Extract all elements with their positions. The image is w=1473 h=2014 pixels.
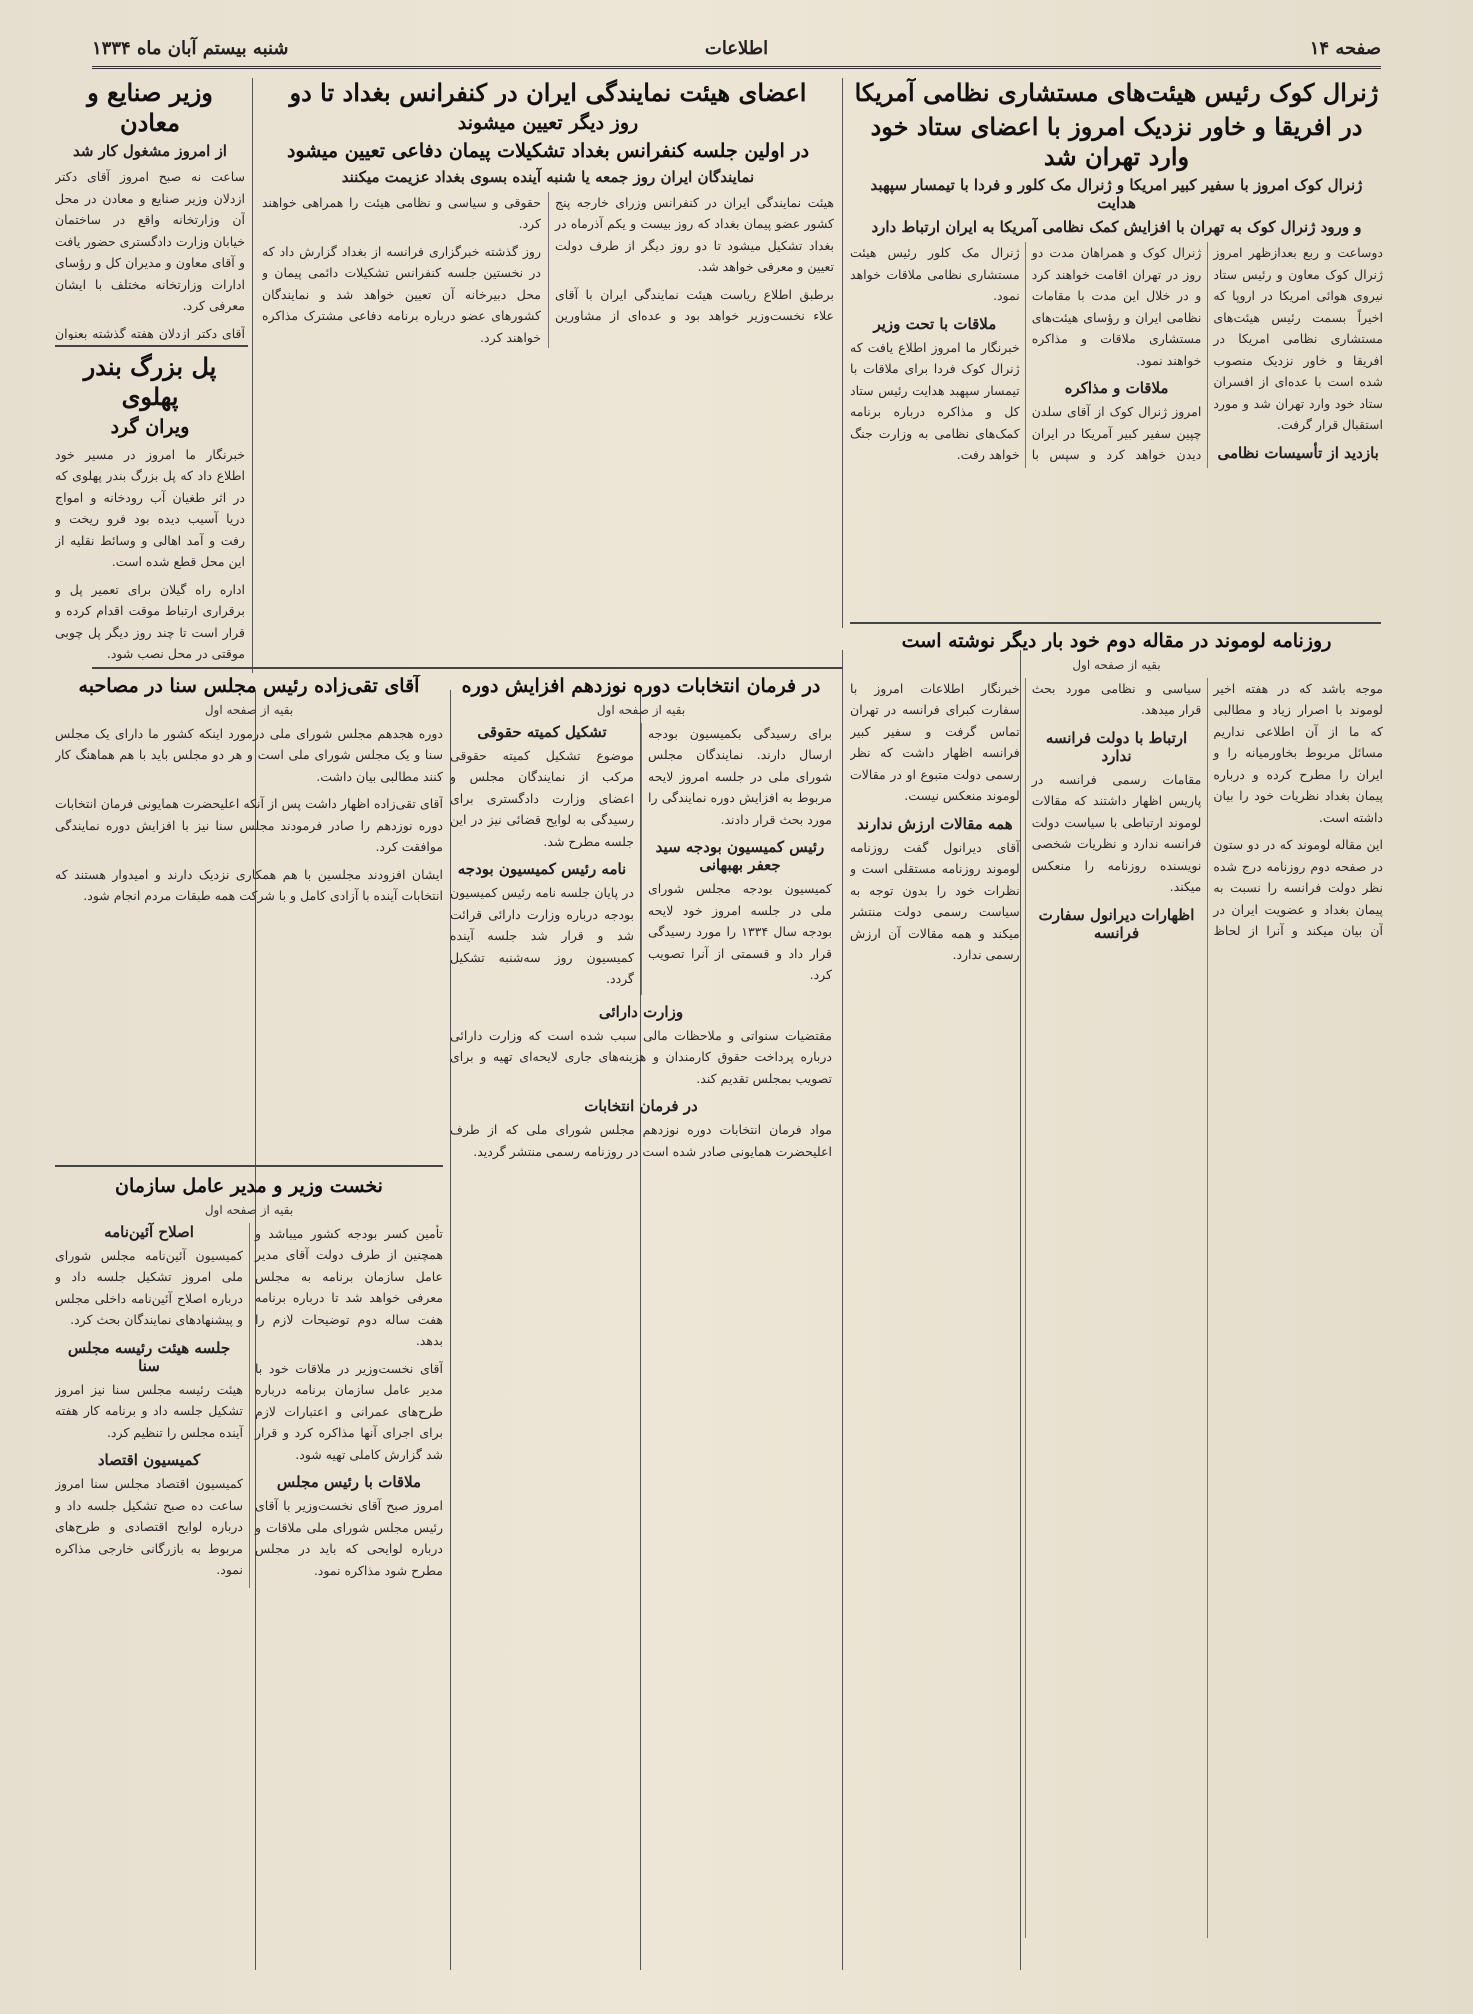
subheading: ملاقات با رئیس مجلس [276, 1473, 422, 1492]
subheadline: و ورود ژنرال کوک به تهران با افزایش کمک نظامی آمریکا به ایران ارتباط دارد [871, 218, 1362, 236]
headline: اعضای هیئت نمایندگی ایران در کنفرانس بغداد تا دو [289, 78, 807, 107]
headline: وزیر صنایع و معادن [87, 78, 213, 137]
continued-note: بقیه از صفحه اول [1072, 657, 1161, 672]
article-body: ساعت نه صبح امروز آقای دکتر ازدلان وزیر صنایع و معادن در محل آن وزارتخانه واقع در ساختمان خیابان وزارت دادگستری حضور یافت و آقای معاون و مدیران کل و رؤسای ادارات وزارتخانه مختلف با ایشان معرفی کرد. [55, 169, 245, 313]
section-rule [55, 345, 248, 347]
article-body: خبرنگار ما امروز اطلاع یافت که ژنرال کوک فردا برای ملاقات با تیمسار سپهبد هدایت رئیس ستاد کل و مذاکره درباره برنامه کمک‌های نظامی به وزارت جنگ خواهد رفت. [850, 339, 1020, 462]
article-taghizadeh [55, 675, 443, 1155]
headline: آقای تقی‌زاده رئیس مجلس سنا در مصاحبه [78, 675, 420, 697]
article-body: برای رسیدگی بکمیسیون بودجه ارسال دارند. نمایندگان مجلس شورای ملی در جلسه امروز لایحه مربوط به افزایش دوره نمایندگی را مورد بحث قرار دادند. [648, 725, 832, 827]
subheadline: نمایندگان ایران روز جمعه یا شنبه آینده بسوی بغداد عزیمت میکنند [341, 167, 755, 186]
headline: ویران گرد [110, 416, 190, 438]
article-body: خبرنگار اطلاعات امروز با سفارت کبرای فرانسه در تهران تماس گرفت و سفیر کبیر فرانسه اظهار داشت که نظر رسمی دولت متبوع او در مقالات لوموند منعکس نیست. [850, 680, 1020, 804]
article-body: دوساعت و ربع بعدازظهر امروز ژنرال کوک معاون و رئیس ستاد نیروی هوائی امریکا در اروپا که اخیراً بسمت رئیس هیئت‌های مستشاری نظامی امریکا در افریقا و خاور نزدیک منصوب شده است با عده‌ای از افسران ستاد خود وارد تهران شد و مورد استقبال قرار گرفت. [1213, 245, 1383, 432]
article-body: آقای دکتر ازدلان هفته گذشته بعنوان [55, 325, 245, 340]
masthead [92, 32, 1381, 69]
article-body: موضوع تشکیل کمیته حقوقی مرکب از نمایندگان مجلس و اعضای وزارت دادگستری برای رسیدگی به لوایح قضائی نیز در این جلسه مطرح شد. [450, 747, 634, 849]
article-body: مقامات رسمی فرانسه در پاریس اظهار داشتند که مقالات لوموند ارتباطی با سیاست دولت فرانسه ندارد و نظریات شخصی نویسنده روزنامه را منعکس میکند. [1031, 771, 1202, 895]
article-body: این مقاله لوموند که در دو ستون در صفحه دوم روزنامه درج شده نظر دولت فرانسه را نسبت به پیمان بغداد و عضویت ایران در آن بیان میکند و آنرا از لحاظ سیاسی و نظامی مورد بحث قرار میدهد. [1031, 680, 1383, 939]
section-rule [55, 1165, 443, 1167]
article-body: مقتضیات سنواتی و ملاحظات مالی سبب شده است که وزارت دارائی درباره پرداخت حقوق کارمندان و هزینه‌های جاری لایحه‌ای تهیه و برای تصویب بمجلس تقدیم کند. [450, 1027, 832, 1086]
article-body: امروز ژنرال کوک از آقای سلدن چپین سفیر کبیر آمریکا در ایران دیدن خواهد کرد و سپس با ژنرال مک کلور رئیس هیئت مستشاری نظامی ملاقات خواهد نمود. [850, 245, 1202, 462]
article-industry [55, 78, 245, 340]
subheadline: ژنرال کوک امروز با سفیر کبیر امریکا و ژنرال مک کلور و فردا با تیمسار سپهبد هدایت [870, 176, 1363, 212]
continued-note: بقیه از صفحه اول [596, 702, 686, 717]
column-rule [252, 78, 253, 673]
page-number: صفحه ۱۴ [1309, 38, 1381, 59]
subheading: ملاقات و مذاکره [1064, 379, 1169, 397]
column-rule [842, 650, 843, 1970]
subheading: رئیس کمیسیون بودجه سید جعفر بهبهانی [655, 838, 825, 875]
article-body: روز گذشته خبرگزاری فرانسه از بغداد گزارش داد که در نخستین جلسه کنفرانس تشکیلات دائمی پیمان و محل دبیرخانه آن تعیین خواهد شد و نمایندگان کشورهای عضو درباره برنامه دفاعی مشترک مذاکره خواهند کرد. [262, 243, 541, 345]
headline: روز دیگر تعیین میشوند [457, 112, 639, 134]
article-premier [55, 1175, 443, 1970]
subheading: بازدید از تأسیسات نظامی [1217, 443, 1379, 462]
subheading: اظهارات دیرانول سفارت فرانسه [1038, 905, 1195, 942]
newspaper-name: اطلاعات [704, 38, 769, 59]
article-body: کمیسیون آئین‌نامه مجلس شورای ملی امروز تشکیل جلسه داد و درباره اصلاح آئین‌نامه داخلی مجلس و پیشنهادهای نمایندگان بحث کرد. [55, 1247, 243, 1328]
article-body: برطبق اطلاع ریاست هیئت نمایندگی ایران با آقای علاء نخست‌وزیر خواهد بود و عده‌ای از مشاورین حقوقی و سیاسی و نظامی هیئت را همراهی خواهند کرد. [262, 194, 834, 323]
headline: در اولین جلسه کنفرانس بغداد تشکیلات پیمان دفاعی تعیین میشود [286, 139, 810, 162]
article-body: هیئت رئیسه مجلس سنا نیز امروز تشکیل جلسه داد و برنامه کار هفته آینده مجلس را تنظیم کرد. [55, 1381, 243, 1440]
subheading: نامه رئیس کمیسیون بودجه [457, 860, 627, 879]
article-baghdad [262, 78, 834, 663]
continued-note: بقیه از صفحه اول [204, 1202, 294, 1217]
headline: روزنامه لوموند در مقاله دوم خود بار دیگر نوشته است [901, 630, 1332, 652]
article-body: کمیسیون بودجه مجلس شورای ملی در جلسه امروز خود لایحه بودجه سال ۱۳۳۴ را مورد رسیدگی قرار داد و قسمتی از آنرا تصویب کرد. [648, 881, 832, 983]
article-body: کمیسیون اقتصاد مجلس سنا امروز ساعت ده صبح تشکیل جلسه داد و درباره لوایح اقتصادی و طرح‌های مربوط به بازرگانی خارجی مذاکره نمود. [55, 1476, 243, 1578]
subheading: در فرمان انتخابات [584, 1097, 698, 1116]
headline: در فرمان انتخابات دوره نوزدهم افزایش دوره [461, 675, 821, 697]
column-rule [842, 78, 843, 628]
subheading: جلسه هیئت رئیسه مجلس سنا [67, 1338, 231, 1375]
subheadline: از امروز مشغول کار شد [73, 142, 227, 160]
subheading: کمیسیون اقتصاد [97, 1451, 201, 1470]
subheading: اصلاح آئین‌نامه [104, 1222, 194, 1241]
headline: نخست وزیر و مدیر عامل سازمان [115, 1175, 383, 1197]
section-rule [850, 622, 1381, 624]
subheading: ارتباط با دولت فرانسه ندارد [1045, 728, 1188, 765]
article-body: اداره راه گیلان برای تعمیر پل و برقراری ارتباط موقت اقدام کرده و قرار است تا چند روز دیگر پل چوبی موقتی در محل نصب شود. [55, 581, 245, 662]
article-bandar-bridge [55, 352, 245, 662]
article-le-monde [850, 630, 1383, 1970]
article-body: آقای نخست‌وزیر در ملاقات خود با مدیر عامل سازمان برنامه درباره طرح‌های عمرانی و اعتبارات لازم برای اجرای آنها مذاکره کرد و قرار شد گزارش کاملی تهیه شود. [255, 1360, 443, 1462]
article-majlis-elections [450, 675, 832, 1970]
article-body: ژنرال کوک و همراهان مدت دو روز در تهران اقامت خواهند کرد و در خلال این مدت با مقامات نظامی ایران و رؤسای هیئت‌های مستشاری ملاقات و مذاکره خواهند نمود. [1031, 245, 1202, 368]
article-body: موجه باشد که در هفته اخیر لوموند با اصرار زیاد و مطالبی که ما از آن اطلاعی نداریم مسائل مربوط بخاورمیانه را و ایران را مطرح کرده و درباره پیمان بغداد نظریات خود را بیان داشته است. [1213, 680, 1383, 825]
article-body: مواد فرمان انتخابات دوره نوزدهم مجلس شورای ملی که از طرف اعلیحضرت همایونی صادر شده است در روزنامه رسمی منتشر گردید. [450, 1122, 832, 1159]
subheading: همه مقالات ارزش ندارند [857, 814, 1013, 833]
subheading: وزارت دارائی [598, 1002, 684, 1021]
issue-date: شنبه بیستم آبان ماه ۱۳۳۴ [92, 38, 289, 59]
article-body: هیئت نمایندگی ایران در کنفرانس وزرای خارجه پنج کشور عضو پیمان بغداد که روز بیست و یکم آذرماه در بغداد تشکیل میشود تا دو روز دیگر از طرف دولت تعیین و معرفی خواهد شد. [555, 194, 834, 274]
article-body: تأمین کسر بودجه کشور میباشد و همچنین از طرف دولت آقای مدیر عامل سازمان برنامه به مجلس معرفی خواهد شد تا درباره برنامه هفت ساله دوم توضیحات لازم را بدهد. [255, 1225, 443, 1349]
headline: ژنرال کوک رئیس هیئت‌های مستشاری نظامی آمریکا [854, 78, 1379, 107]
article-body: ایشان افزودند مجلسین با هم همکاری نزدیک دارند و امیدوار هستند که انتخابات آینده با آزادی کامل و با شرکت همه طبقات مردم انجام شود. [55, 866, 443, 904]
article-body: آقای دیرانول گفت روزنامه لوموند روزنامه مستقلی است و نظرات خود را بدون توجه به سیاست رسمی دولت منتشر میکند و همه مقالات آن ارزش رسمی ندارد. [850, 839, 1020, 963]
subheading: تشکیل کمیته حقوقی [477, 722, 607, 741]
subheading: ملاقات با تحت وزیر [873, 314, 997, 333]
article-body: در پایان جلسه نامه رئیس کمیسیون بودجه درباره وزارت دارائی قرائت شد و قرار شد جلسه آینده کمیسیون روز سه‌شنبه تشکیل گردد. [450, 885, 634, 987]
article-body: دوره هجدهم مجلس شورای ملی درمورد اینکه کشور ما دارای یک مجلس سنا و یک مجلس شورای ملی است و هر دو مجلس باید با هم هماهنگ کار کنند مطالبی بیان داشت. [55, 725, 443, 784]
article-body: آقای تقی‌زاده اظهار داشت پس از آنکه اعلیحضرت همایونی فرمان انتخابات دوره نوزدهم را صادر فرمودند مجلس سنا نیز با افزایش دوره نمایندگی موافقت کرد. [55, 796, 443, 855]
article-body: خبرنگار ما امروز در مسیر خود اطلاع داد که پل بزرگ بندر پهلوی که در اثر طغیان آب رودخانه و امواج دریا آسیب دیده بود فرو ریخت و رفت و آمد اهالی و وسائط نقلیه از این محل قطع شده است. [55, 446, 245, 570]
article-kook [850, 78, 1383, 618]
headline: در افریقا و خاور نزدیک امروز با اعضای ستاد خود وارد تهران شد [870, 112, 1363, 171]
article-body: امروز صبح آقای نخست‌وزیر با آقای رئیس مجلس شورای ملی ملاقات و درباره لوایحی که باید در مجلس مطرح شود مذاکره نمود. [255, 1498, 443, 1578]
headline: پل بزرگ بندر پهلوی [83, 352, 217, 411]
continued-note: بقیه از صفحه اول [204, 702, 294, 717]
section-rule [92, 667, 843, 669]
